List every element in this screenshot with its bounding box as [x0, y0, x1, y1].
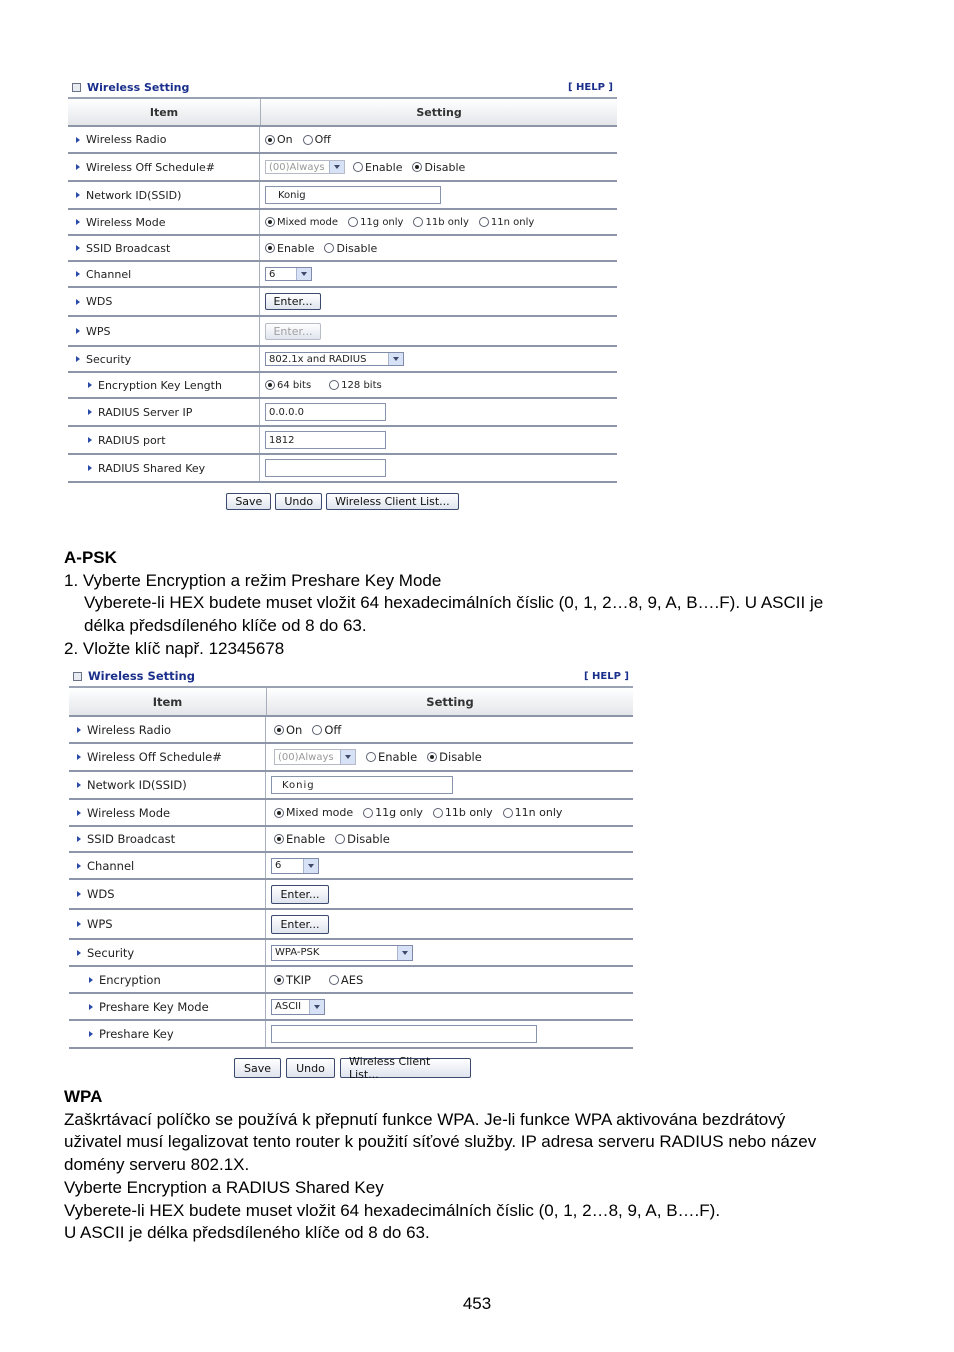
row-wireless-mode: Wireless Mode Mixed mode 11g only 11b only 11n only: [69, 800, 633, 827]
wps-enter-button[interactable]: Enter...: [271, 915, 329, 934]
radio-disable[interactable]: [412, 162, 422, 172]
row-label: WDS: [86, 295, 113, 308]
radio-11n-only[interactable]: [503, 808, 513, 818]
paragraph-line: Vyberete-li HEX budete muset vložit 64 hexadecimálních číslic (0, 1, 2…8, 9, A, B….F). U ASCII je: [84, 593, 824, 613]
row-label: Security: [87, 945, 135, 960]
row-label: Wireless Off Schedule#: [86, 160, 216, 174]
paragraph-line: Zaškrtávací políčko se používá k přepnutí funkce WPA. Je-li funkce WPA aktivována bezdrátový: [64, 1109, 786, 1129]
panel-title: Wireless Setting: [88, 669, 195, 683]
arrow-icon: [77, 782, 81, 788]
row-label: Preshare Key: [99, 1027, 174, 1041]
panel-title-bar: [68, 77, 617, 99]
radio-off[interactable]: [312, 725, 322, 735]
section-heading: WPA: [64, 1087, 103, 1106]
row-wireless-mode: Wireless Mode Mixed mode 11g only 11b only 11n only: [68, 210, 617, 236]
key-mode-select[interactable]: ASCII: [271, 999, 325, 1015]
row-channel: [69, 853, 633, 880]
arrow-icon: [88, 465, 92, 471]
radio-64-bits[interactable]: [265, 380, 275, 390]
column-header-item: Item: [68, 99, 261, 125]
wps-enter-button[interactable]: Enter...: [265, 323, 321, 340]
wireless-setting-panel-2: [69, 666, 633, 1081]
radio-enable[interactable]: [353, 162, 363, 172]
radius-shared-key-input[interactable]: [265, 459, 386, 477]
arrow-icon: [88, 382, 92, 388]
row-label: WDS: [87, 887, 115, 901]
chevron-down-icon: [388, 353, 403, 365]
section-a-psk: [64, 547, 823, 661]
arrow-icon: [76, 356, 80, 362]
section-heading: A-PSK: [64, 548, 117, 567]
arrow-icon: [77, 836, 81, 842]
arrow-icon: [88, 437, 92, 443]
arrow-icon: [76, 219, 80, 225]
collapse-icon[interactable]: [73, 672, 82, 681]
radius-server-ip-input[interactable]: 0.0.0.0: [265, 403, 386, 421]
row-label: Channel: [87, 858, 135, 873]
row-encryption: Encryption TKIP AES: [69, 967, 633, 994]
ssid-input[interactable]: Konig: [265, 186, 441, 204]
arrow-icon: [76, 192, 80, 198]
column-header-setting: Setting: [416, 105, 462, 119]
row-label: Wireless Mode: [86, 215, 166, 229]
radio-11n-only[interactable]: [479, 217, 489, 227]
arrow-icon: [77, 950, 81, 956]
preshare-key-input[interactable]: [271, 1025, 537, 1043]
radio-enable[interactable]: [366, 752, 376, 762]
wireless-client-list-button[interactable]: Wireless Client List...: [326, 493, 459, 510]
chevron-down-icon: [309, 1000, 324, 1014]
row-wps: [69, 910, 633, 940]
row-label: Security: [86, 352, 132, 366]
row-key-length: Encryption Key Length 64 bits 128 bits: [68, 373, 617, 399]
radio-disable[interactable]: [427, 752, 437, 762]
row-label: Encryption: [99, 972, 161, 987]
row-preshare-key: [69, 1021, 633, 1049]
radio-disable[interactable]: [335, 834, 345, 844]
collapse-icon[interactable]: [72, 83, 81, 92]
wds-enter-button[interactable]: Enter...: [271, 885, 329, 904]
row-ssid-broadcast: SSID Broadcast Enable Disable: [68, 236, 617, 262]
radio-mixed-mode[interactable]: [274, 808, 284, 818]
channel-select[interactable]: 6: [265, 267, 312, 281]
page-number: 453: [462, 1294, 492, 1313]
row-ssid: [68, 182, 617, 210]
radio-on[interactable]: [274, 725, 284, 735]
radio-on[interactable]: [265, 135, 275, 145]
row-label: RADIUS port: [98, 433, 166, 447]
panel-buttons: [68, 493, 617, 510]
ssid-input[interactable]: Konig: [271, 776, 453, 794]
wds-enter-button[interactable]: Enter...: [265, 293, 321, 310]
row-radius-port: [68, 427, 617, 455]
row-label: SSID Broadcast: [86, 241, 171, 255]
panel-buttons: [69, 1055, 633, 1081]
paragraph-line: 2. Vložte klíč např. 12345678: [64, 638, 285, 658]
radio-aes[interactable]: [329, 975, 339, 985]
radio-off[interactable]: [303, 135, 313, 145]
arrow-icon: [76, 271, 80, 277]
security-select[interactable]: WPA-PSK: [271, 945, 413, 961]
undo-button[interactable]: Undo: [275, 493, 322, 510]
schedule-select[interactable]: (00)Always: [265, 160, 345, 174]
row-label: Network ID(SSID): [87, 778, 187, 792]
row-radius-shared-key: [68, 455, 617, 483]
row-label: Wireless Radio: [87, 722, 172, 737]
row-off-schedule: Wireless Off Schedule# (00)Always Enable Disable: [69, 744, 633, 772]
row-label: Preshare Key Mode: [99, 999, 209, 1014]
row-label: WPS: [86, 324, 111, 338]
row-label: Wireless Mode: [87, 805, 171, 820]
row-wireless-radio: Wireless Radio On Off: [68, 127, 617, 154]
row-label: Wireless Off Schedule#: [87, 750, 222, 764]
arrow-icon: [76, 299, 80, 305]
arrow-icon: [77, 863, 81, 869]
radio-enable[interactable]: [274, 834, 284, 844]
paragraph-line: uživatel musí legalizovat tento router k použití síťové služby. IP adresa serveru RADIUS nebo název: [64, 1132, 817, 1152]
radio-11b-only[interactable]: [413, 217, 423, 227]
arrow-icon: [89, 1004, 93, 1010]
panel-title-bar: [69, 666, 633, 688]
row-wps: [68, 317, 617, 347]
row-label: Encryption Key Length: [98, 378, 222, 392]
save-button[interactable]: Save: [234, 1058, 281, 1078]
row-security: [68, 347, 617, 373]
row-wds: [69, 880, 633, 910]
arrow-icon: [76, 245, 80, 251]
chevron-down-icon: [296, 268, 311, 280]
section-wpa: [64, 1086, 816, 1245]
arrow-icon: [77, 891, 81, 897]
row-label: Network ID(SSID): [86, 188, 182, 202]
panel-title: Wireless Setting: [87, 80, 190, 94]
radius-port-input[interactable]: 1812: [265, 431, 386, 449]
chevron-down-icon: [340, 750, 355, 764]
row-ssid-broadcast: SSID Broadcast Enable Disable: [69, 827, 633, 853]
row-ssid: [69, 772, 633, 800]
wireless-client-list-button[interactable]: Wireless Client List...: [340, 1058, 471, 1078]
save-button[interactable]: Save: [226, 493, 271, 510]
table-header: [68, 99, 617, 127]
radio-128-bits[interactable]: [329, 380, 339, 390]
row-preshare-key-mode: [69, 994, 633, 1021]
column-header-item: Item: [69, 688, 267, 715]
chevron-down-icon: [329, 161, 344, 173]
radio-mixed-mode[interactable]: [265, 217, 275, 227]
row-label: Channel: [86, 267, 132, 281]
table-header: [69, 688, 633, 717]
paragraph-line: Vyberte Encryption a RADIUS Shared Key: [64, 1177, 384, 1197]
arrow-icon: [76, 164, 80, 170]
row-wireless-radio: Wireless Radio On Off: [69, 717, 633, 744]
paragraph-line: délka předsdíleného klíče od 8 do 63.: [84, 616, 367, 636]
row-wds: [68, 288, 617, 317]
arrow-icon: [89, 1031, 93, 1037]
radio-11g-only[interactable]: [363, 808, 373, 818]
paragraph-line: domény serveru 802.1X.: [64, 1155, 250, 1175]
arrow-icon: [76, 137, 80, 143]
security-select[interactable]: 802.1x and RADIUS: [265, 352, 404, 366]
radio-enable[interactable]: [265, 243, 275, 253]
arrow-icon: [76, 328, 80, 334]
schedule-select[interactable]: (00)Always: [274, 749, 356, 765]
help-link[interactable]: [ HELP ]: [583, 670, 629, 682]
chevron-down-icon: [397, 946, 412, 960]
channel-select[interactable]: 6: [271, 858, 319, 874]
column-header-setting: Setting: [426, 694, 474, 709]
help-link[interactable]: [ HELP ]: [567, 81, 613, 93]
wireless-setting-panel-1: [68, 77, 617, 510]
radio-tkip[interactable]: [274, 975, 284, 985]
row-label: RADIUS Server IP: [98, 405, 193, 419]
row-radius-server-ip: [68, 399, 617, 427]
row-label: Wireless Radio: [86, 133, 167, 146]
chevron-down-icon: [303, 859, 318, 873]
row-label: RADIUS Shared Key: [98, 461, 206, 475]
paragraph-line: 1. Vyberte Encryption a režim Preshare Key Mode: [64, 570, 442, 590]
radio-11b-only[interactable]: [433, 808, 443, 818]
radio-11g-only[interactable]: [348, 217, 358, 227]
row-channel: [68, 262, 617, 288]
radio-disable[interactable]: [324, 243, 334, 253]
arrow-icon: [77, 810, 81, 816]
arrow-icon: [89, 977, 93, 983]
arrow-icon: [77, 754, 81, 760]
arrow-icon: [88, 409, 92, 415]
undo-button[interactable]: Undo: [286, 1058, 335, 1078]
row-off-schedule: Wireless Off Schedule# (00)Always Enable Disable: [68, 154, 617, 182]
row-label: WPS: [87, 917, 113, 931]
paragraph-line: Vyberete-li HEX budete muset vložit 64 hexadecimálních číslic (0, 1, 2…8, 9, A, B….F).: [64, 1200, 721, 1220]
arrow-icon: [77, 727, 81, 733]
row-security: [69, 940, 633, 967]
arrow-icon: [77, 921, 81, 927]
row-label: SSID Broadcast: [87, 832, 176, 846]
paragraph-line: U ASCII je délka předsdíleného klíče od 8 do 63.: [64, 1223, 430, 1243]
